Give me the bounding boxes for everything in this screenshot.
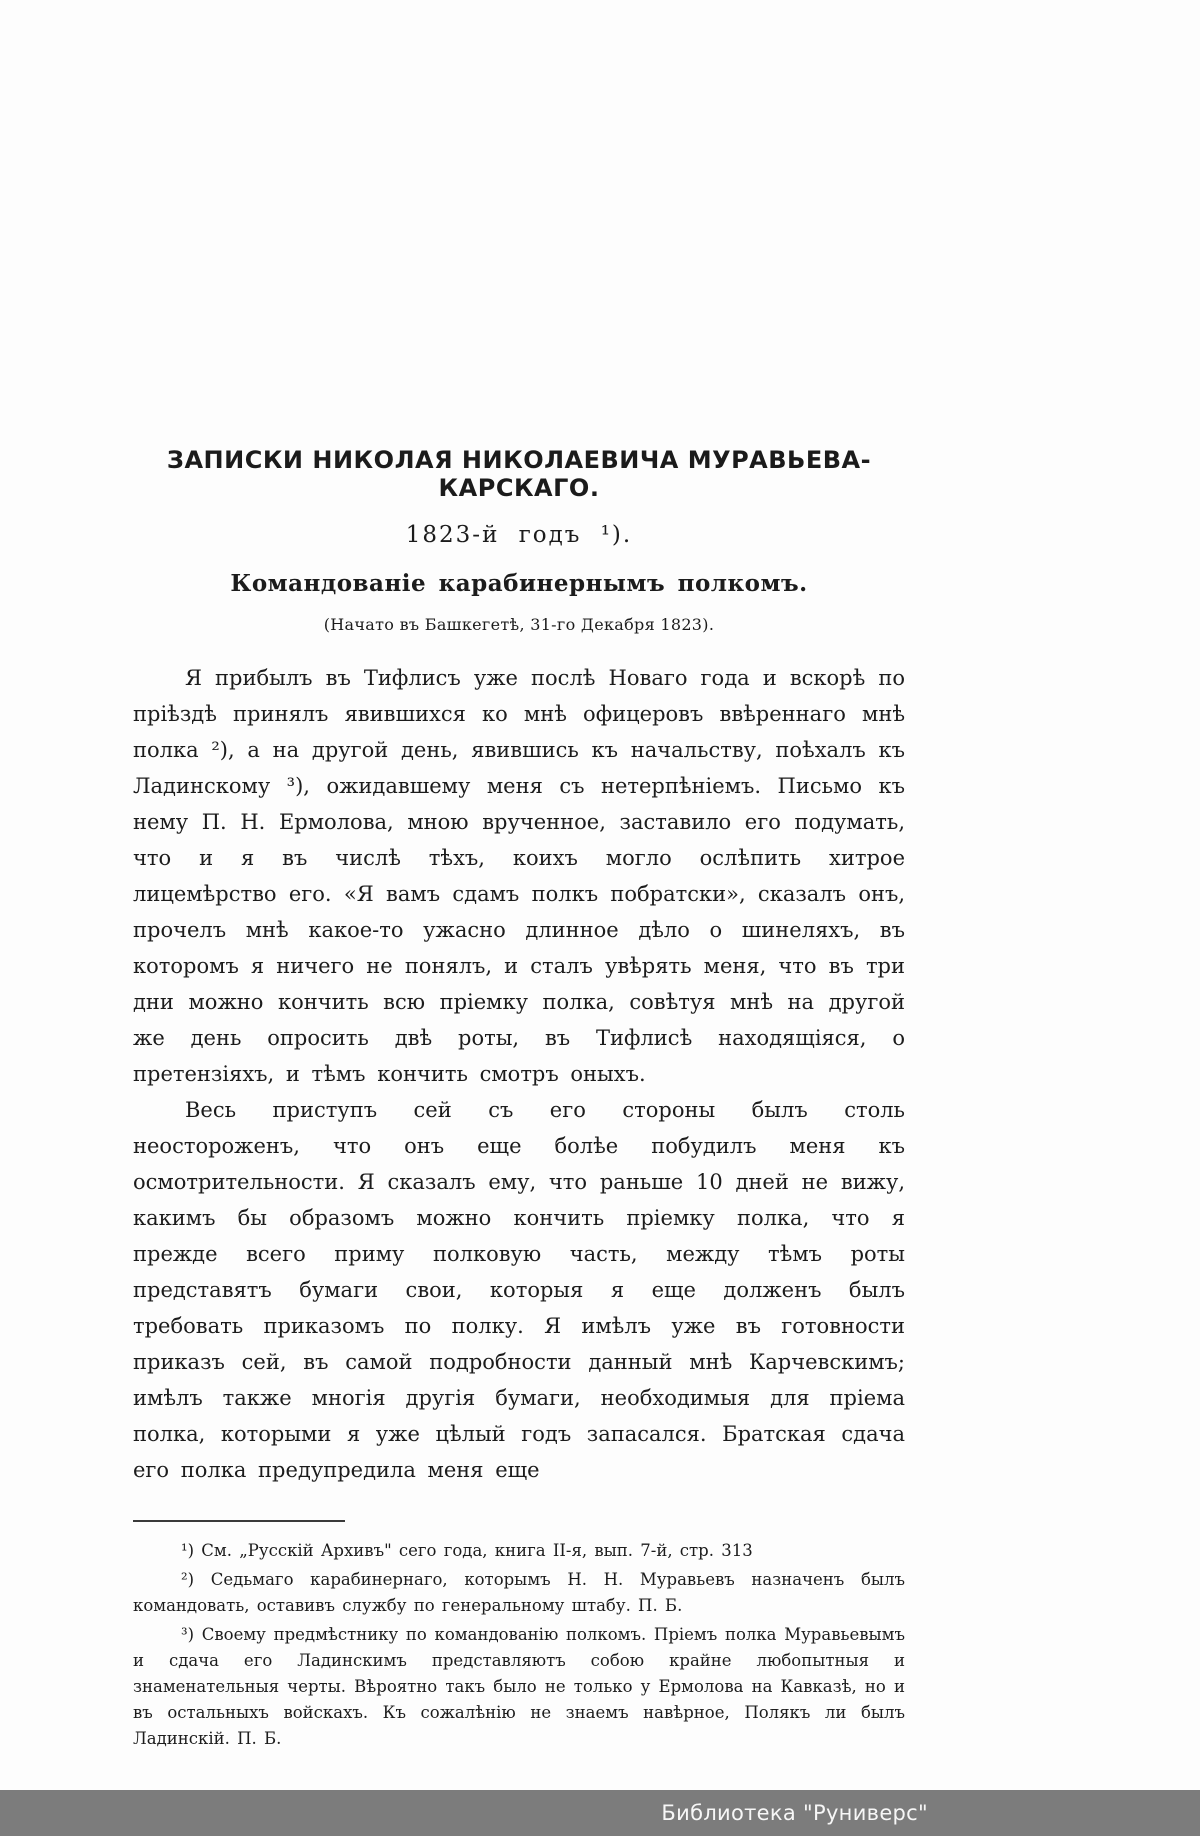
year-heading: 1823-й годъ ¹). — [405, 522, 633, 548]
section-heading: Командованіе карабинернымъ полкомъ. — [230, 570, 808, 597]
watermark-text: Библиотека "Руниверс" — [661, 1801, 928, 1825]
page-title: ЗАПИСКИ НИКОЛАЯ НИКОЛАЕВИЧА МУРАВЬЕВА-КАРСКАГО. — [166, 446, 872, 502]
footnote: ³) Своему предмѣстнику по командованію полкомъ. Пріемъ полка Муравьевымъ и сдача его Ладинскимъ представляютъ собою крайне любопытныя и знаменательныя черты. Вѣроятно такъ было не только у Ермолова на Кавказѣ, но и въ остальныхъ войскахъ. Къ сожалѣнію не знаемъ навѣрное, Полякъ ли былъ Ладинскій. П. Б. — [133, 1625, 905, 1748]
body-paragraph: Я прибылъ въ Тифлисъ уже послѣ Новаго года и вскорѣ по пріѣздѣ принялъ явившихся ко мнѣ офицеровъ ввѣреннаго мнѣ полка ²), а на другой день, явившись къ начальству, поѣхалъ къ Ладинскому ³), ожидавшему меня съ нетерпѣніемъ. Письмо къ нему П. Н. Ермолова, мною врученное, заставило его подумать, что и я въ числѣ тѣхъ, коихъ могло ослѣпить хитрое лицемѣрство его. «Я вамъ сдамъ полкъ побратски», сказалъ онъ, прочелъ мнѣ какое-то ужасно длинное дѣло о шинеляхъ, въ которомъ я ничего не понялъ, и сталъ увѣрять меня, что въ три дни можно кончить всю пріемку полка, совѣтуя мнѣ на другой же день опросить двѣ роты, въ Тифлисѣ находящіяся, о претензіяхъ, и тѣмъ кончить смотръ оныхъ. — [133, 666, 905, 1086]
footnote-separator — [133, 1520, 345, 1522]
text-column — [133, 446, 905, 1755]
footnote: ¹) См. „Русскій Архивъ" сего года, книга ІІ-я, вып. 7-й, стр. 313 — [181, 1541, 753, 1560]
footnote: ²) Седьмаго карабинернаго, которымъ Н. Н. Муравьевъ назначенъ былъ командовать, оставивъ службу по генеральному штабу. П. Б. — [133, 1570, 905, 1615]
library-watermark-bar — [0, 1790, 1200, 1836]
date-note: (Начато въ Башкегетѣ, 31-го Декабря 1823). — [323, 615, 715, 634]
body-paragraph: Весь приступъ сей съ его стороны былъ столь неостороженъ, что онъ еще болѣе побудилъ меня къ осмотрительности. Я сказалъ ему, что раньше 10 дней не вижу, какимъ бы образомъ можно кончить пріемку полка, что я прежде всего приму полковую часть, между тѣмъ роты представятъ бумаги свои, которыя я еще долженъ былъ требовать приказомъ по полку. Я имѣлъ уже въ готовности приказъ сей, въ самой подробности данный мнѣ Карчевскимъ; имѣлъ также многія другія бумаги, необходимыя для пріема полка, которыми я уже цѣлый годъ запасался. Братская сдача его полка предупредила меня еще — [133, 1098, 905, 1482]
